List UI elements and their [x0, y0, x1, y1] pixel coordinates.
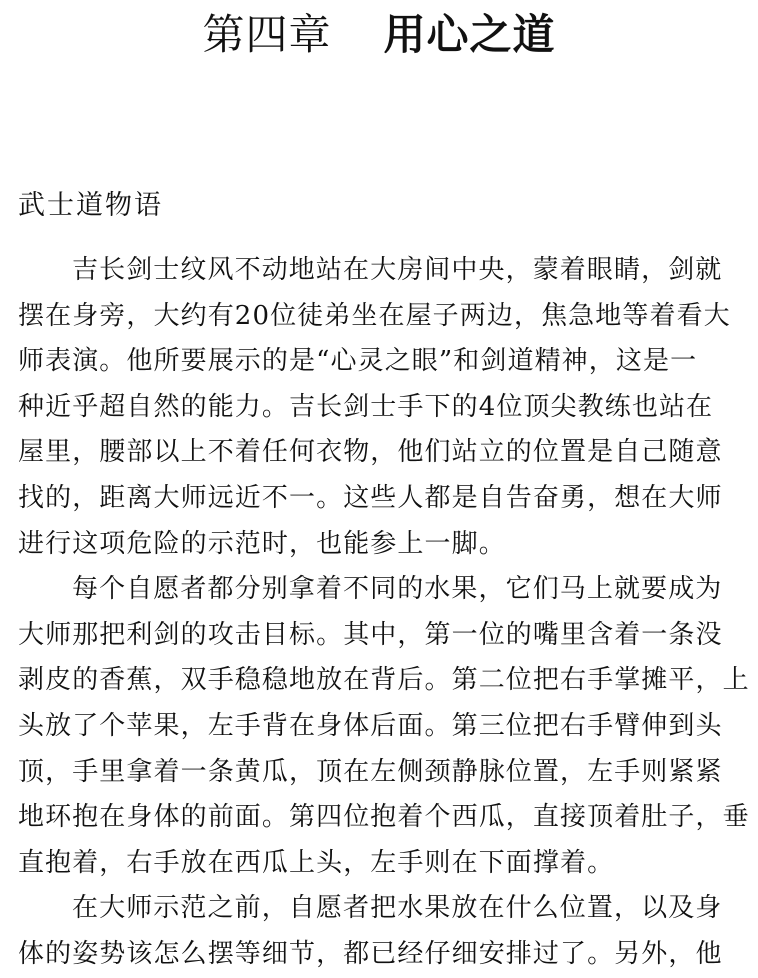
text-line: 大师那把利剑的攻击目标。其中，第一位的嘴里含着一条没 — [18, 619, 723, 650]
text-line: 进行这项危险的示范时，也能参上一脚。 — [18, 528, 506, 559]
chapter-number: 第四章 — [202, 10, 332, 59]
text-line: 种近乎超自然的能力。吉长剑士手下的4位顶尖教练也站在 — [18, 391, 714, 422]
text-line: 地环抱在身体的前面。第四位抱着个西瓜，直接顶着肚子，垂 — [18, 802, 750, 833]
text-line: 找的，距离大师远近不一。这些人都是自告奋勇，想在大师 — [18, 482, 723, 513]
chapter-title — [0, 6, 758, 64]
text-line: 每个自愿者都分别拿着不同的水果，它们马上就要成为 — [72, 574, 723, 605]
text-line: 师表演。他所要展示的是“心灵之眼”和剑道精神，这是一 — [18, 346, 698, 377]
text-line: 吉长剑士纹风不动地站在大房间中央，蒙着眼睛，剑就 — [72, 255, 723, 285]
text-line: 直抱着，右手放在西瓜上头，左手则在下面撑着。 — [18, 847, 615, 878]
text-line: 剥皮的香蕉，双手稳稳地放在背后。第二位把右手掌摊平，上 — [18, 665, 750, 696]
body-text — [18, 248, 758, 978]
text-line: 摆在身旁，大约有20位徒弟坐在屋子两边，焦急地等着看大 — [18, 300, 731, 331]
section-heading: 武士道物语 — [18, 190, 163, 221]
text-line: 在大师示范之前，自愿者把水果放在什么位置，以及身 — [72, 893, 723, 924]
text-line: 屋里，腰部以上不着任何衣物，他们站立的位置是自己随意 — [18, 437, 723, 468]
text-line: 顶，手里拿着一条黄瓜，顶在左侧颈静脉位置，左手则紧紧 — [18, 756, 723, 787]
chapter-name: 用心之道 — [383, 10, 556, 59]
text-line: 体的姿势该怎么摆等细节，都已经仔细安排过了。另外，他 — [18, 938, 723, 969]
text-line: 头放了个苹果，左手背在身体后面。第三位把右手臂伸到头 — [18, 710, 723, 741]
